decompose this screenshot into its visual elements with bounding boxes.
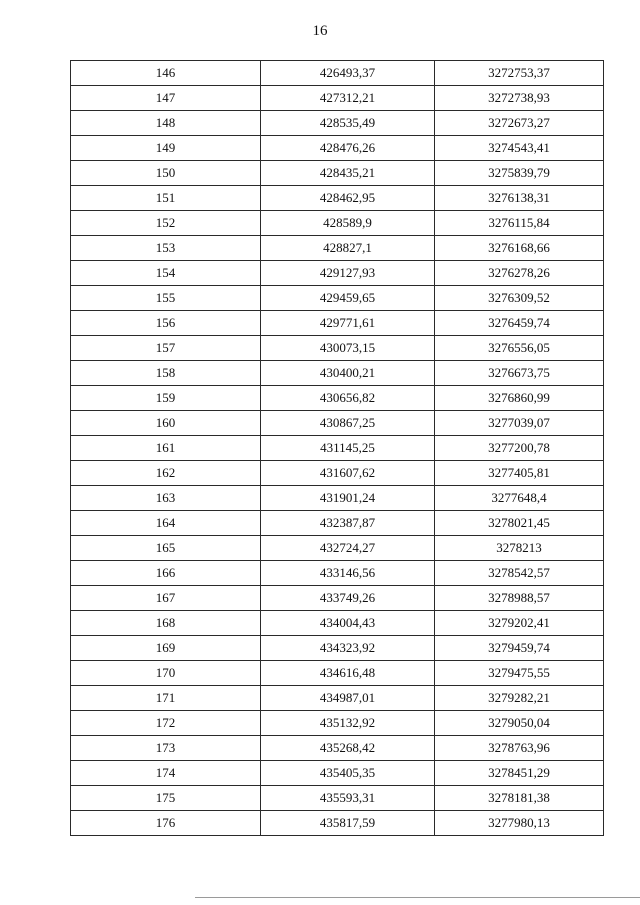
table-row bbox=[71, 661, 604, 686]
y-coordinate-cell: 3277039,07 bbox=[435, 411, 604, 436]
y-coordinate-cell: 3277405,81 bbox=[435, 461, 604, 486]
point-number-cell: 169 bbox=[71, 636, 261, 661]
point-number-cell: 166 bbox=[71, 561, 261, 586]
x-coordinate-cell: 431607,62 bbox=[261, 461, 435, 486]
table-row bbox=[71, 511, 604, 536]
table-row bbox=[71, 736, 604, 761]
y-coordinate-cell: 3279202,41 bbox=[435, 611, 604, 636]
y-coordinate-cell: 3279050,04 bbox=[435, 711, 604, 736]
y-coordinate-cell: 3276309,52 bbox=[435, 286, 604, 311]
point-number-cell: 161 bbox=[71, 436, 261, 461]
y-coordinate-cell: 3278988,57 bbox=[435, 586, 604, 611]
table-body bbox=[71, 61, 604, 836]
y-coordinate-cell: 3277200,78 bbox=[435, 436, 604, 461]
x-coordinate-cell: 428827,1 bbox=[261, 236, 435, 261]
y-coordinate-cell: 3272673,27 bbox=[435, 111, 604, 136]
point-number-cell: 175 bbox=[71, 786, 261, 811]
point-number-cell: 176 bbox=[71, 811, 261, 836]
y-coordinate-cell: 3278181,38 bbox=[435, 786, 604, 811]
table-row bbox=[71, 286, 604, 311]
y-coordinate-cell: 3276278,26 bbox=[435, 261, 604, 286]
y-coordinate-cell: 3276115,84 bbox=[435, 211, 604, 236]
table-row bbox=[71, 161, 604, 186]
y-coordinate-cell: 3279475,55 bbox=[435, 661, 604, 686]
x-coordinate-cell: 435132,92 bbox=[261, 711, 435, 736]
x-coordinate-cell: 430400,21 bbox=[261, 361, 435, 386]
table-row bbox=[71, 311, 604, 336]
point-number-cell: 156 bbox=[71, 311, 261, 336]
y-coordinate-cell: 3277980,13 bbox=[435, 811, 604, 836]
point-number-cell: 174 bbox=[71, 761, 261, 786]
y-coordinate-cell: 3276860,99 bbox=[435, 386, 604, 411]
table-row bbox=[71, 211, 604, 236]
x-coordinate-cell: 434004,43 bbox=[261, 611, 435, 636]
x-coordinate-cell: 430073,15 bbox=[261, 336, 435, 361]
y-coordinate-cell: 3272738,93 bbox=[435, 86, 604, 111]
y-coordinate-cell: 3278451,29 bbox=[435, 761, 604, 786]
point-number-cell: 153 bbox=[71, 236, 261, 261]
y-coordinate-cell: 3276556,05 bbox=[435, 336, 604, 361]
y-coordinate-cell: 3278213 bbox=[435, 536, 604, 561]
x-coordinate-cell: 435593,31 bbox=[261, 786, 435, 811]
x-coordinate-cell: 430867,25 bbox=[261, 411, 435, 436]
point-number-cell: 155 bbox=[71, 286, 261, 311]
point-number-cell: 146 bbox=[71, 61, 261, 86]
x-coordinate-cell: 432387,87 bbox=[261, 511, 435, 536]
point-number-cell: 148 bbox=[71, 111, 261, 136]
point-number-cell: 159 bbox=[71, 386, 261, 411]
table-row bbox=[71, 711, 604, 736]
x-coordinate-cell: 433146,56 bbox=[261, 561, 435, 586]
y-coordinate-cell: 3279459,74 bbox=[435, 636, 604, 661]
point-number-cell: 151 bbox=[71, 186, 261, 211]
table-row bbox=[71, 611, 604, 636]
point-number-cell: 162 bbox=[71, 461, 261, 486]
point-number-cell: 170 bbox=[71, 661, 261, 686]
x-coordinate-cell: 428462,95 bbox=[261, 186, 435, 211]
point-number-cell: 149 bbox=[71, 136, 261, 161]
x-coordinate-cell: 429127,93 bbox=[261, 261, 435, 286]
x-coordinate-cell: 428435,21 bbox=[261, 161, 435, 186]
x-coordinate-cell: 427312,21 bbox=[261, 86, 435, 111]
y-coordinate-cell: 3278763,96 bbox=[435, 736, 604, 761]
point-number-cell: 173 bbox=[71, 736, 261, 761]
table-row bbox=[71, 461, 604, 486]
table-row bbox=[71, 436, 604, 461]
x-coordinate-cell: 435817,59 bbox=[261, 811, 435, 836]
x-coordinate-cell: 435268,42 bbox=[261, 736, 435, 761]
table-row bbox=[71, 636, 604, 661]
y-coordinate-cell: 3279282,21 bbox=[435, 686, 604, 711]
x-coordinate-cell: 430656,82 bbox=[261, 386, 435, 411]
table-row bbox=[71, 61, 604, 86]
point-number-cell: 154 bbox=[71, 261, 261, 286]
x-coordinate-cell: 428535,49 bbox=[261, 111, 435, 136]
y-coordinate-cell: 3278542,57 bbox=[435, 561, 604, 586]
point-number-cell: 165 bbox=[71, 536, 261, 561]
table-row bbox=[71, 136, 604, 161]
y-coordinate-cell: 3274543,41 bbox=[435, 136, 604, 161]
table-row bbox=[71, 586, 604, 611]
y-coordinate-cell: 3275839,79 bbox=[435, 161, 604, 186]
point-number-cell: 158 bbox=[71, 361, 261, 386]
table-row bbox=[71, 236, 604, 261]
y-coordinate-cell: 3277648,4 bbox=[435, 486, 604, 511]
table-row bbox=[71, 261, 604, 286]
page-number: 16 bbox=[312, 23, 328, 39]
table-row bbox=[71, 111, 604, 136]
bottom-rule bbox=[195, 897, 640, 898]
table-row bbox=[71, 486, 604, 511]
table-row bbox=[71, 411, 604, 436]
point-number-cell: 147 bbox=[71, 86, 261, 111]
table-row bbox=[71, 86, 604, 111]
point-number-cell: 168 bbox=[71, 611, 261, 636]
point-number-cell: 157 bbox=[71, 336, 261, 361]
table-row bbox=[71, 811, 604, 836]
x-coordinate-cell: 434323,92 bbox=[261, 636, 435, 661]
point-number-cell: 172 bbox=[71, 711, 261, 736]
point-number-cell: 160 bbox=[71, 411, 261, 436]
table-row bbox=[71, 186, 604, 211]
x-coordinate-cell: 433749,26 bbox=[261, 586, 435, 611]
x-coordinate-cell: 428589,9 bbox=[261, 211, 435, 236]
x-coordinate-cell: 434616,48 bbox=[261, 661, 435, 686]
x-coordinate-cell: 431901,24 bbox=[261, 486, 435, 511]
y-coordinate-cell: 3276459,74 bbox=[435, 311, 604, 336]
x-coordinate-cell: 435405,35 bbox=[261, 761, 435, 786]
table-row bbox=[71, 386, 604, 411]
table-row bbox=[71, 686, 604, 711]
x-coordinate-cell: 431145,25 bbox=[261, 436, 435, 461]
point-number-cell: 152 bbox=[71, 211, 261, 236]
coordinates-table bbox=[70, 60, 604, 836]
x-coordinate-cell: 428476,26 bbox=[261, 136, 435, 161]
y-coordinate-cell: 3278021,45 bbox=[435, 511, 604, 536]
table-row bbox=[71, 761, 604, 786]
table-row bbox=[71, 536, 604, 561]
point-number-cell: 167 bbox=[71, 586, 261, 611]
y-coordinate-cell: 3276673,75 bbox=[435, 361, 604, 386]
table-row bbox=[71, 786, 604, 811]
y-coordinate-cell: 3276138,31 bbox=[435, 186, 604, 211]
x-coordinate-cell: 434987,01 bbox=[261, 686, 435, 711]
x-coordinate-cell: 429771,61 bbox=[261, 311, 435, 336]
point-number-cell: 171 bbox=[71, 686, 261, 711]
table-row bbox=[71, 361, 604, 386]
x-coordinate-cell: 429459,65 bbox=[261, 286, 435, 311]
table-row bbox=[71, 561, 604, 586]
x-coordinate-cell: 426493,37 bbox=[261, 61, 435, 86]
table-row bbox=[71, 336, 604, 361]
point-number-cell: 164 bbox=[71, 511, 261, 536]
x-coordinate-cell: 432724,27 bbox=[261, 536, 435, 561]
point-number-cell: 150 bbox=[71, 161, 261, 186]
y-coordinate-cell: 3272753,37 bbox=[435, 61, 604, 86]
y-coordinate-cell: 3276168,66 bbox=[435, 236, 604, 261]
point-number-cell: 163 bbox=[71, 486, 261, 511]
